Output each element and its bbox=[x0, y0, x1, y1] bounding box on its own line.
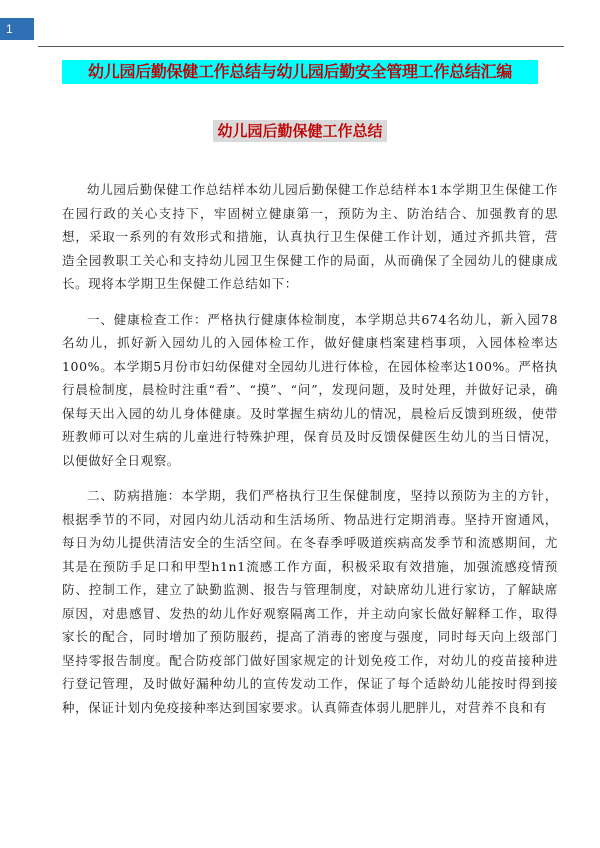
header-divider bbox=[38, 46, 564, 47]
document-body bbox=[62, 178, 558, 719]
section-title: 幼儿园后勤保健工作总结 bbox=[213, 120, 386, 142]
page-number: 1 bbox=[6, 22, 13, 36]
page-number-badge bbox=[0, 18, 34, 40]
section-title-container bbox=[0, 120, 600, 142]
paragraph-health-check: 一、健康检查工作：严格执行健康体检制度，本学期总共674名幼儿，新入园78名幼儿，抓好新入园幼儿的入园体检工作，做好健康档案建档事项，入园体检率达100%。本学期5月份市妇幼保健对全园幼儿进行体检，在园体检率达100%。严格执行晨检制度，晨检时注重“看”、“摸”、“问”，发现问题，及时处理，并做好记录，确保每天出入园的幼儿身体健康。及时掌握生病幼儿的情况，晨检后反馈到班级，使带班教师可以对生病的儿童进行特殊护理，保育员及时反馈保健医生幼儿的当日情况，以便做好全日观察。 bbox=[62, 311, 558, 468]
document-title: 幼儿园后勤保健工作总结与幼儿园后勤安全管理工作总结汇编 bbox=[62, 60, 538, 84]
paragraph-disease-prevention: 二、防病措施：本学期，我们严格执行卫生保健制度，坚持以预防为主的方针，根据季节的不同，对园内幼儿活动和生活场所、物品进行定期消毒。坚持开窗通风，每日为幼儿提供清洁安全的生活空间。在冬春季呼吸道疾病高发季节和流感期间，尤其是在预防手足口和甲型h1n1流感工作方面，积极采取有效措施，加强流感疫情预防、控制工作，建立了缺勤监测、报告与管理制度，对缺席幼儿进行家访，了解缺席原因，对患感冒、发热的幼儿作好观察隔离工作，并主动向家长做好解释工作，取得家长的配合，同时增加了预防服药，提高了消毒的密度与强度，同时每天向上级部门坚持零报告制度。配合防疫部门做好国家规定的计划免疫工作，对幼儿的疫苗接种进行登记管理，及时做好漏种幼儿的宣传发动工作，保证了每个适龄幼儿能按时得到接种，保证计划内免疫接种率达到国家要求。认真筛查体弱儿肥胖儿，对营养不良和有 bbox=[62, 488, 558, 715]
paragraph-intro: 幼儿园后勤保健工作总结样本幼儿园后勤保健工作总结样本1本学期卫生保健工作在园行政的关心支持下，牢固树立健康第一，预防为主、防治结合、加强教育的思想，采取一系列的有效形式和措施，认真执行卫生保健工作计划，通过齐抓共管，营造全园教职工关心和支持幼儿园卫生保健工作的局面，从而确保了全园幼儿的健康成长。现将本学期卫生保健工作总结如下： bbox=[62, 182, 558, 291]
